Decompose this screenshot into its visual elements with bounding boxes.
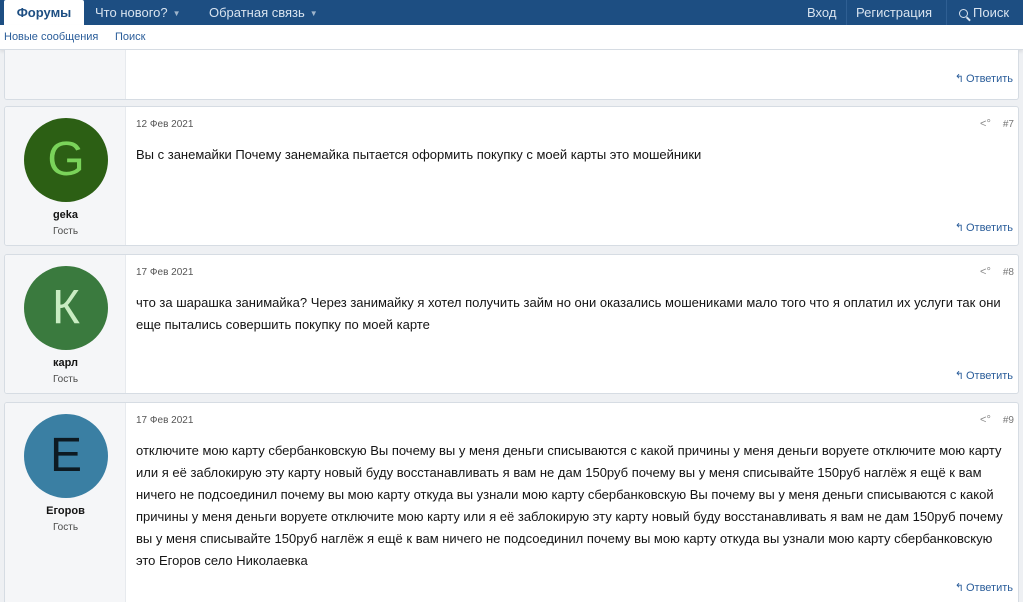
post-tools bbox=[980, 414, 1014, 426]
login-link[interactable]: Вход bbox=[807, 5, 837, 20]
nav-divider bbox=[946, 0, 947, 25]
post-sidebar bbox=[5, 255, 126, 393]
reply-icon: ↰ bbox=[954, 370, 964, 382]
nav-tab-forums[interactable]: Форумы bbox=[4, 0, 84, 25]
reply-icon: ↰ bbox=[954, 73, 964, 85]
post-sidebar bbox=[5, 107, 126, 245]
post-tools bbox=[980, 118, 1014, 130]
post-tools bbox=[980, 266, 1014, 278]
avatar[interactable]: К bbox=[24, 266, 108, 350]
reply-button[interactable] bbox=[955, 369, 1013, 382]
sub-navigation bbox=[0, 25, 1023, 50]
post-sidebar bbox=[5, 403, 126, 602]
username[interactable]: geka bbox=[52, 209, 79, 221]
share-icon[interactable]: <° bbox=[980, 414, 991, 426]
user-title: Гость bbox=[52, 226, 79, 237]
reply-label: Ответить bbox=[965, 222, 1013, 234]
username[interactable]: карл bbox=[52, 357, 79, 369]
search-link[interactable] bbox=[959, 0, 1009, 25]
post-date[interactable]: 17 Фев 2021 bbox=[136, 415, 194, 426]
search-icon bbox=[959, 9, 968, 18]
avatar[interactable]: G bbox=[24, 118, 108, 202]
reply-icon: ↰ bbox=[954, 222, 964, 234]
post-sidebar bbox=[5, 50, 126, 99]
nav-divider bbox=[846, 0, 847, 25]
post-text: Вы с занемайки Почему занемайка пытается оформить покупку с моей карты это мошейники bbox=[136, 147, 702, 162]
post-number[interactable]: #9 bbox=[1002, 415, 1014, 426]
post bbox=[4, 254, 1019, 394]
post-partial bbox=[4, 50, 1019, 100]
reply-label: Ответить bbox=[965, 73, 1013, 85]
nav-tab-feedback[interactable] bbox=[209, 0, 318, 25]
nav-tab-whats-new[interactable] bbox=[95, 0, 181, 25]
share-icon[interactable]: <° bbox=[980, 118, 991, 130]
user-title: Гость bbox=[52, 374, 79, 385]
subnav-search-link[interactable]: Поиск bbox=[115, 31, 146, 43]
search-link-label: Поиск bbox=[973, 5, 1010, 20]
post bbox=[4, 106, 1019, 246]
nav-tab-feedback-label: Обратная связь bbox=[209, 5, 305, 20]
nav-tab-whats-new-label: Что нового? bbox=[95, 5, 168, 20]
new-posts-link[interactable]: Новые сообщения bbox=[4, 31, 99, 43]
avatar[interactable]: Е bbox=[24, 414, 108, 498]
reply-icon: ↰ bbox=[954, 582, 964, 594]
username[interactable]: Егоров bbox=[46, 505, 85, 517]
reply-label: Ответить bbox=[965, 370, 1013, 382]
register-link[interactable]: Регистрация bbox=[856, 5, 932, 20]
post-number[interactable]: #8 bbox=[1002, 267, 1014, 278]
post-text: что за шарашка занимайка? Через занимайку я хотел получить займ но они оказались мошениками мало того что я оплатил их услуги так они еще пытались совершить покупку по моей карте bbox=[136, 295, 1001, 332]
chevron-down-icon[interactable]: ▼ bbox=[309, 9, 318, 18]
top-navigation bbox=[0, 0, 1023, 25]
post-date[interactable]: 17 Фев 2021 bbox=[136, 267, 194, 278]
reply-button[interactable] bbox=[955, 221, 1013, 234]
post-number[interactable]: #7 bbox=[1002, 119, 1014, 130]
reply-button[interactable] bbox=[955, 581, 1013, 594]
post bbox=[4, 402, 1019, 602]
reply-label: Ответить bbox=[965, 582, 1013, 594]
post-date[interactable]: 12 Фев 2021 bbox=[136, 119, 194, 130]
user-title: Гость bbox=[52, 522, 79, 533]
post-text: отключите мою карту сбербанковскую Вы почему вы у меня деньги списываются с какой причины у меня деньги воруете отключите мою карту или я её заблокирую эту карту новый буду восстанавливать я вам не дам 150руб почему вы у меня списывайте 150руб наглёж я ещё к вам ничего не подсоединил почему вы мою карту откуда вы узнали мою карту сбербанковскую Вы почему вы у меня деньги списываются с какой причины у меня деньги воруете отключите мою карту или я её заблокирую эту карту новый буду восстанавливать я вам не дам 150руб почему вы у меня списывайте 150руб наглёж я ещё к вам ничего не подсоединил почему вы мою карту откуда вы узнали мою карту сбербанковскую это Егоров село Николаевка bbox=[136, 443, 1003, 568]
reply-button[interactable] bbox=[955, 72, 1013, 85]
share-icon[interactable]: <° bbox=[980, 266, 991, 278]
chevron-down-icon[interactable]: ▼ bbox=[172, 9, 181, 18]
